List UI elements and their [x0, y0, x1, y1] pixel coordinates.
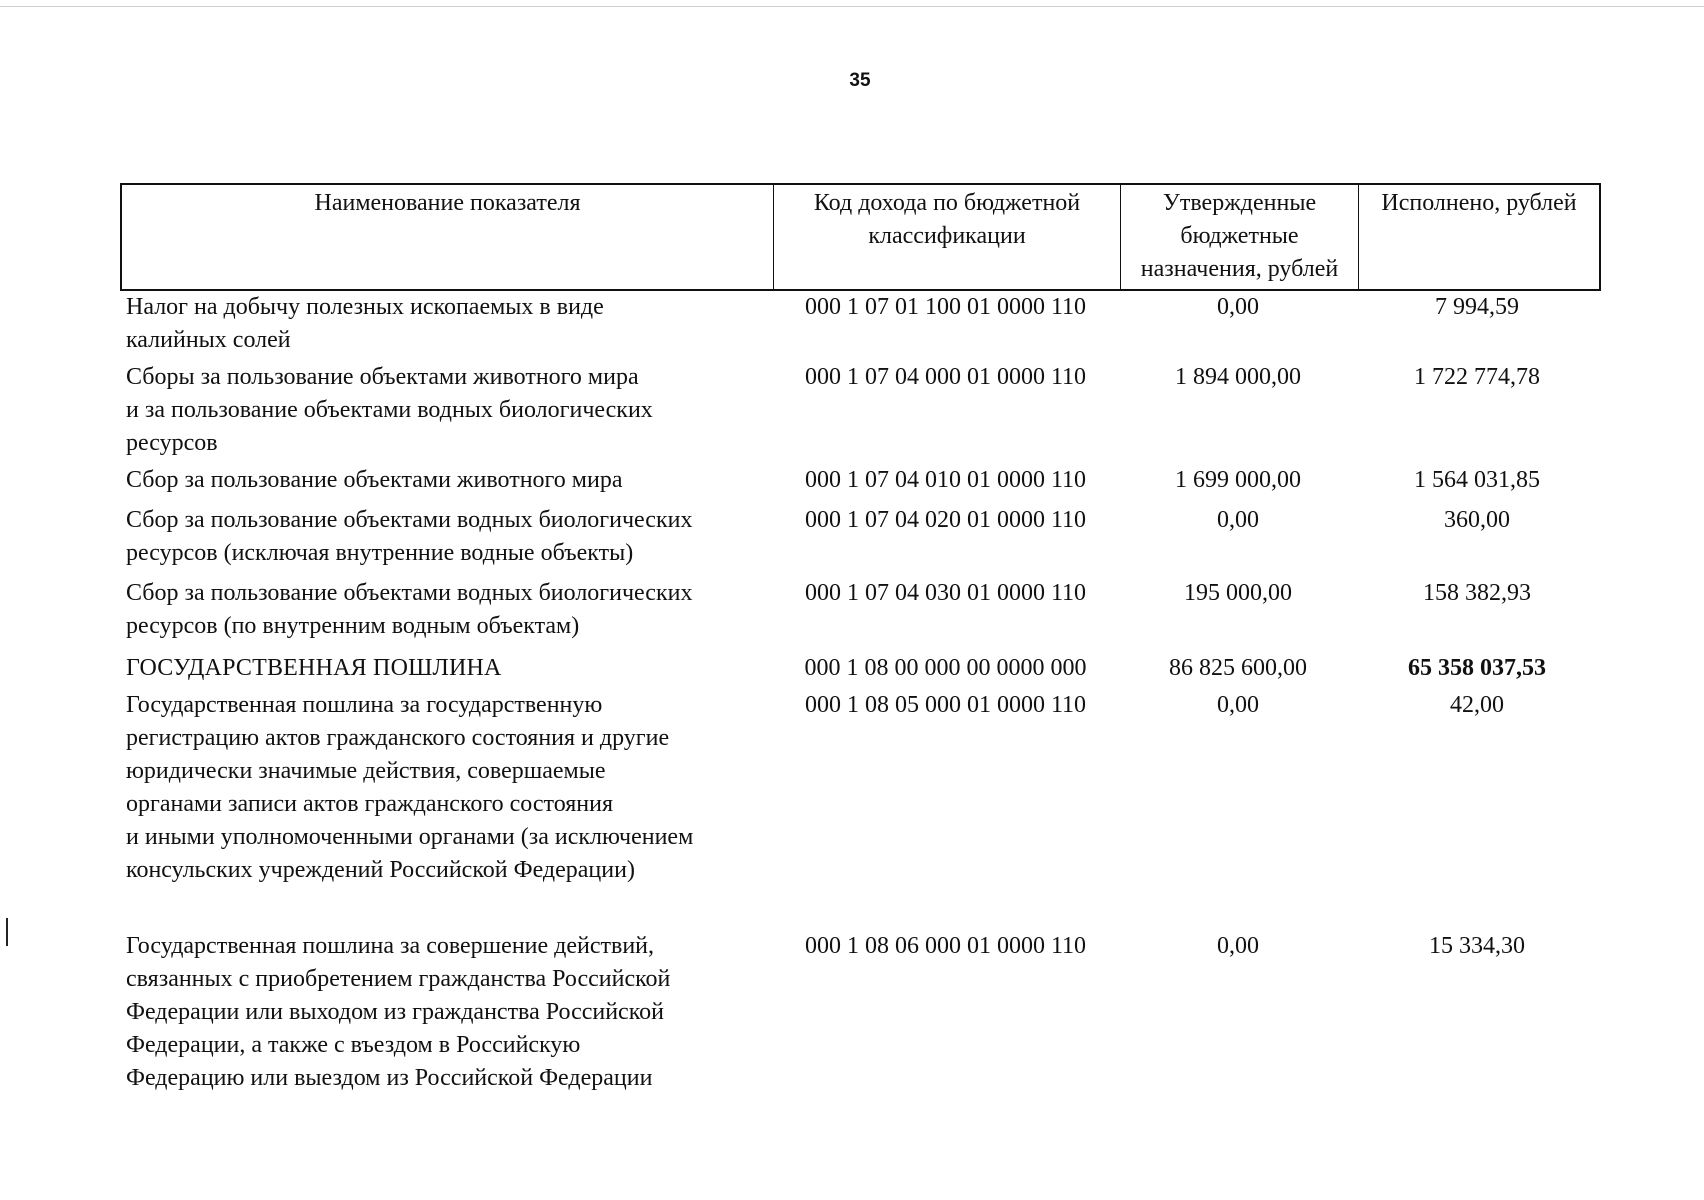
row-approved-amount: 0,00 [1217, 933, 1259, 959]
row-approved-amount: 1 894 000,00 [1175, 364, 1301, 390]
row-name-line: и за пользование объектами водных биологических [126, 397, 653, 423]
row-approved-amount: 0,00 [1217, 692, 1259, 718]
row-name-line: юридически значимые действия, совершаемые [126, 758, 606, 784]
row-income-code: 000 1 07 01 100 01 0000 110 [804, 294, 1087, 320]
row-executed-amount: 158 382,93 [1423, 580, 1531, 606]
row-executed-amount: 15 334,30 [1429, 933, 1525, 959]
row-name-line: органами записи актов гражданского состояния [126, 791, 614, 817]
row-name-line: Сбор за пользование объектами водных биологических [126, 507, 693, 533]
row-income-code: 000 1 08 05 000 01 0000 110 [804, 692, 1087, 718]
row-name-line: Сбор за пользование объектами животного мира [126, 467, 623, 493]
row-name-line: регистрацию актов гражданского состояния и другие [126, 725, 670, 751]
header-approved-budget [1121, 185, 1359, 289]
row-executed-amount: 360,00 [1444, 507, 1510, 533]
row-income-code: 000 1 07 04 010 01 0000 110 [804, 467, 1087, 493]
row-income-code: 000 1 08 00 000 00 0000 000 [804, 655, 1087, 681]
header-line: назначения, рублей [1140, 256, 1339, 282]
row-income-code: 000 1 07 04 030 01 0000 110 [804, 580, 1087, 606]
row-name-line: Федерации или выходом из гражданства Российской [126, 999, 664, 1025]
scan-margin-mark [6, 918, 8, 946]
header-line: Утвержденные [1162, 190, 1317, 216]
header-line: классификации [868, 223, 1026, 249]
row-name-line: Сборы за пользование объектами животного мира [126, 364, 639, 390]
row-approved-amount: 0,00 [1217, 507, 1259, 533]
row-name-line: Федерации, а также с въездом в Российскую [126, 1032, 581, 1058]
row-name-line: ресурсов (исключая внутренние водные объекты) [126, 540, 634, 566]
table-header [120, 183, 1601, 291]
row-income-code: 000 1 07 04 000 01 0000 110 [804, 364, 1087, 390]
row-executed-amount: 1 722 774,78 [1414, 364, 1540, 390]
row-name-line: Сбор за пользование объектами водных биологических [126, 580, 693, 606]
row-name-line: Государственная пошлина за совершение действий, [126, 933, 655, 959]
row-indicator-name [126, 689, 776, 887]
row-approved-amount: 195 000,00 [1184, 580, 1292, 606]
header-line: Код дохода по бюджетной [813, 190, 1081, 216]
row-executed-amount: 42,00 [1450, 692, 1504, 718]
header-line: бюджетные [1180, 223, 1299, 249]
row-name-line: связанных с приобретением гражданства Российской [126, 966, 671, 992]
header-indicator-name [122, 185, 774, 289]
scan-edge-line [0, 6, 1704, 7]
row-name-line: и иными уполномоченными органами (за исключением [126, 824, 694, 850]
row-approved-amount: 1 699 000,00 [1175, 467, 1301, 493]
header-line: Наименование показателя [314, 190, 581, 216]
row-income-code: 000 1 08 06 000 01 0000 110 [804, 933, 1087, 959]
row-indicator-name [126, 930, 776, 1095]
row-indicator-name [126, 361, 776, 460]
page-number: 35 [849, 70, 871, 91]
row-name-line: Федерацию или выездом из Российской Федерации [126, 1065, 653, 1091]
row-name-line: Государственная пошлина за государственную [126, 692, 603, 718]
row-name-line: консульских учреждений Российской Федерации) [126, 857, 635, 883]
row-indicator-name [126, 577, 776, 643]
row-executed-amount: 1 564 031,85 [1414, 467, 1540, 493]
row-executed-amount: 7 994,59 [1435, 294, 1519, 320]
row-approved-amount: 86 825 600,00 [1169, 655, 1307, 681]
row-approved-amount: 0,00 [1217, 294, 1259, 320]
row-name-line: ресурсов [126, 430, 218, 456]
row-executed-amount: 65 358 037,53 [1408, 655, 1546, 681]
row-indicator-name [126, 652, 776, 685]
row-indicator-name [126, 504, 776, 570]
row-indicator-name [126, 291, 776, 357]
row-name-line: Налог на добычу полезных ископаемых в виде [126, 294, 604, 320]
row-name-line: ресурсов (по внутренним водным объектам) [126, 613, 580, 639]
row-income-code: 000 1 07 04 020 01 0000 110 [804, 507, 1087, 533]
header-executed [1359, 185, 1599, 289]
row-indicator-name [126, 464, 776, 497]
row-name-line: калийных солей [126, 327, 291, 353]
row-name-line: ГОСУДАРСТВЕННАЯ ПОШЛИНА [126, 655, 502, 681]
header-line: Исполнено, рублей [1381, 190, 1577, 216]
header-income-code [774, 185, 1121, 289]
